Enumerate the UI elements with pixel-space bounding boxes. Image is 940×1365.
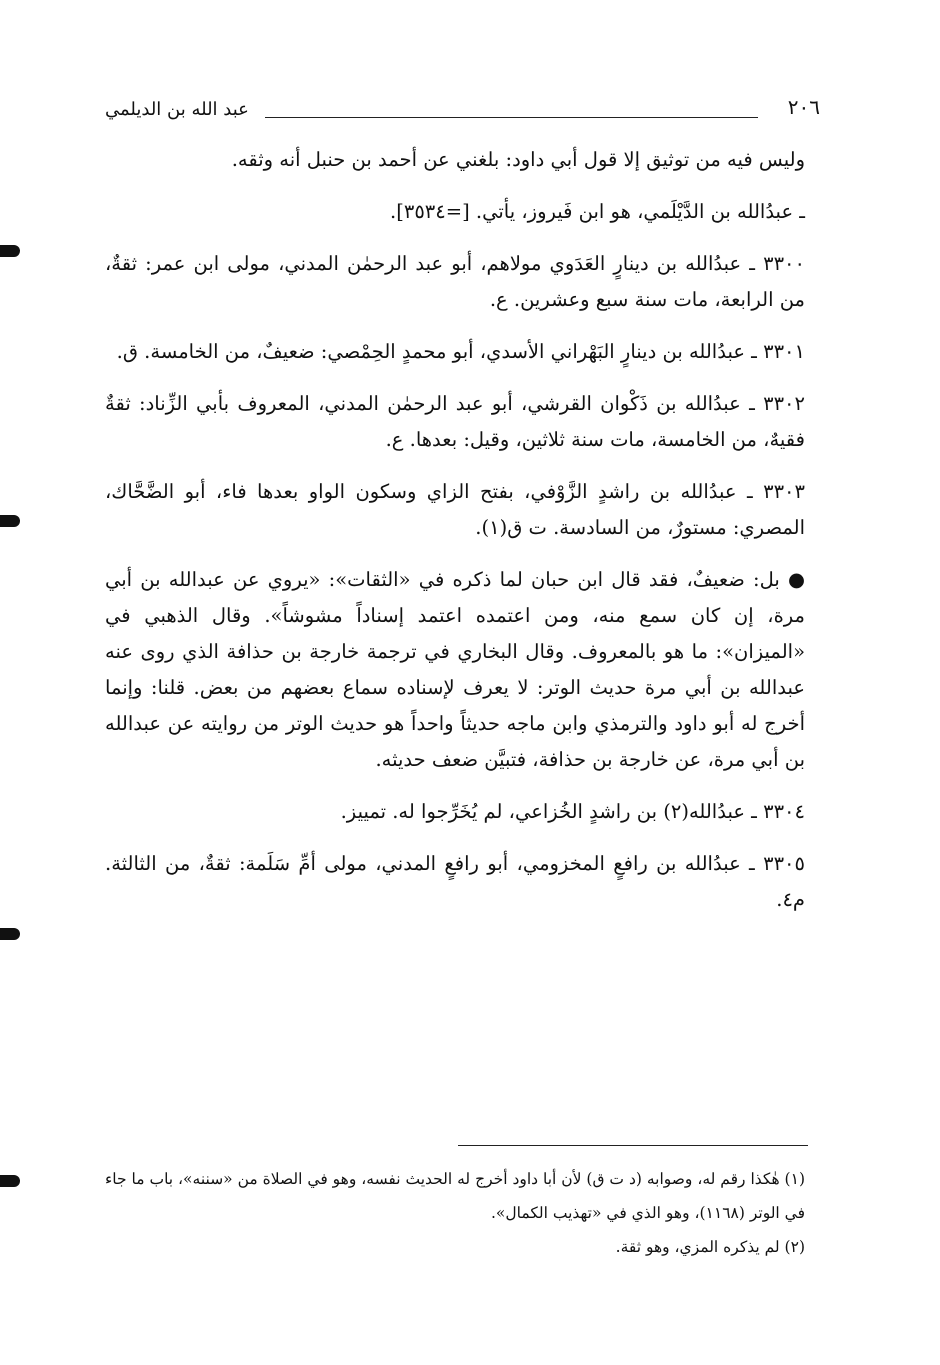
footnote-1: (١) هٰكذا رقم له، وصوابه (د ت ق) لأن أبا داود أخرج له الحديث نفسه، وهو في الصلاة من «سننه»، باب ما جاء في الوتر (١١٦٨)، وهو الذي في «تهذيب الكمال».	[105, 1170, 805, 1222]
scan-margin-mark	[0, 245, 20, 257]
scan-margin-mark	[0, 1175, 20, 1187]
page-number: ٢٠٦	[787, 95, 820, 119]
footnotes	[105, 1162, 805, 1264]
entry-3302: ٣٣٠٢ ـ عبدُالله بن ذَكْوان القرشي، أبو عبد الرحمٰن المدني، المعروف بأبي الزِّناد: ثقةٌ فقيهٌ، من الخامسة، مات سنة ثلاثين، وقيل: بعدها. ع.	[105, 392, 805, 451]
main-text	[105, 142, 805, 934]
header-rule	[265, 117, 758, 118]
entry-3303: ٣٣٠٣ ـ عبدُالله بن راشدٍ الزَّوْفي، بفتح الزاي وسكون الواو بعدها فاء، أبو الضَّحَّاك، المصري: مستورٌ، من السادسة. ت ق(١).	[105, 480, 805, 539]
footnote-rule	[458, 1145, 808, 1146]
paragraph: ـ عبدُالله بن الدَّيْلَمي، هو ابن فَيروز، يأتي. [=٣٥٣٤].	[390, 200, 805, 223]
scan-margin-mark	[0, 515, 20, 527]
paragraph: وليس فيه من توثيق إلا قول أبي داود: بلغني عن أحمد بن حنبل أنه وثقه.	[231, 148, 805, 171]
commentary-paragraph: ● بل: ضعيفٌ، فقد قال ابن حبان لما ذكره في «الثقات»: «يروي عن عبدالله بن أبي مرة، إن كان سمع منه، ومن اعتمده اعتمد إسناداً مشوشاً». وقال الذهبي في «الميزان»: ما هو بالمعروف. وقال البخاري في ترجمة خارجة بن حذافة الذي روى عنه عبدالله بن أبي مرة حديث الوتر: لا يعرف لإسناده سماع بعضهم من بعض. قلنا: وإنما أخرج له أبو داود والترمذي وابن ماجه حديثاً واحداً هو حديث الوتر من روايته عن عبدالله بن أبي مرة، عن خارجة بن حذافة، فتبيَّن ضعف حديثه.	[105, 568, 805, 771]
entry-3304: ٣٣٠٤ ـ عبدُالله(٢) بن راشدٍ الخُزاعي، لم يُخَرِّجوا له. تمييز.	[340, 800, 805, 823]
footnote-2: (٢) لم يذكره المزي، وهو ثقة.	[615, 1238, 805, 1256]
entry-3305: ٣٣٠٥ ـ عبدُالله بن رافعٍ المخزومي، أبو رافعٍ المدني، مولى أمِّ سَلَمة: ثقةٌ، من الثالثة. م٤.	[105, 852, 805, 911]
scan-margin-mark	[0, 928, 20, 940]
running-title: عبد الله بن الديلمي	[105, 99, 249, 120]
entry-3300: ٣٣٠٠ ـ عبدُالله بن دينارٍ العَدَوي مولاهم، أبو عبد الرحمٰن المدني، مولى ابن عمر: ثقةٌ، من الرابعة، مات سنة سبع وعشرين. ع.	[105, 252, 805, 311]
page-header	[105, 92, 820, 128]
entry-3301: ٣٣٠١ ـ عبدُالله بن دينارٍ البَهْراني الأسدي، أبو محمدٍ الحِمْصي: ضعيفٌ، من الخامسة. ق.	[116, 340, 805, 363]
